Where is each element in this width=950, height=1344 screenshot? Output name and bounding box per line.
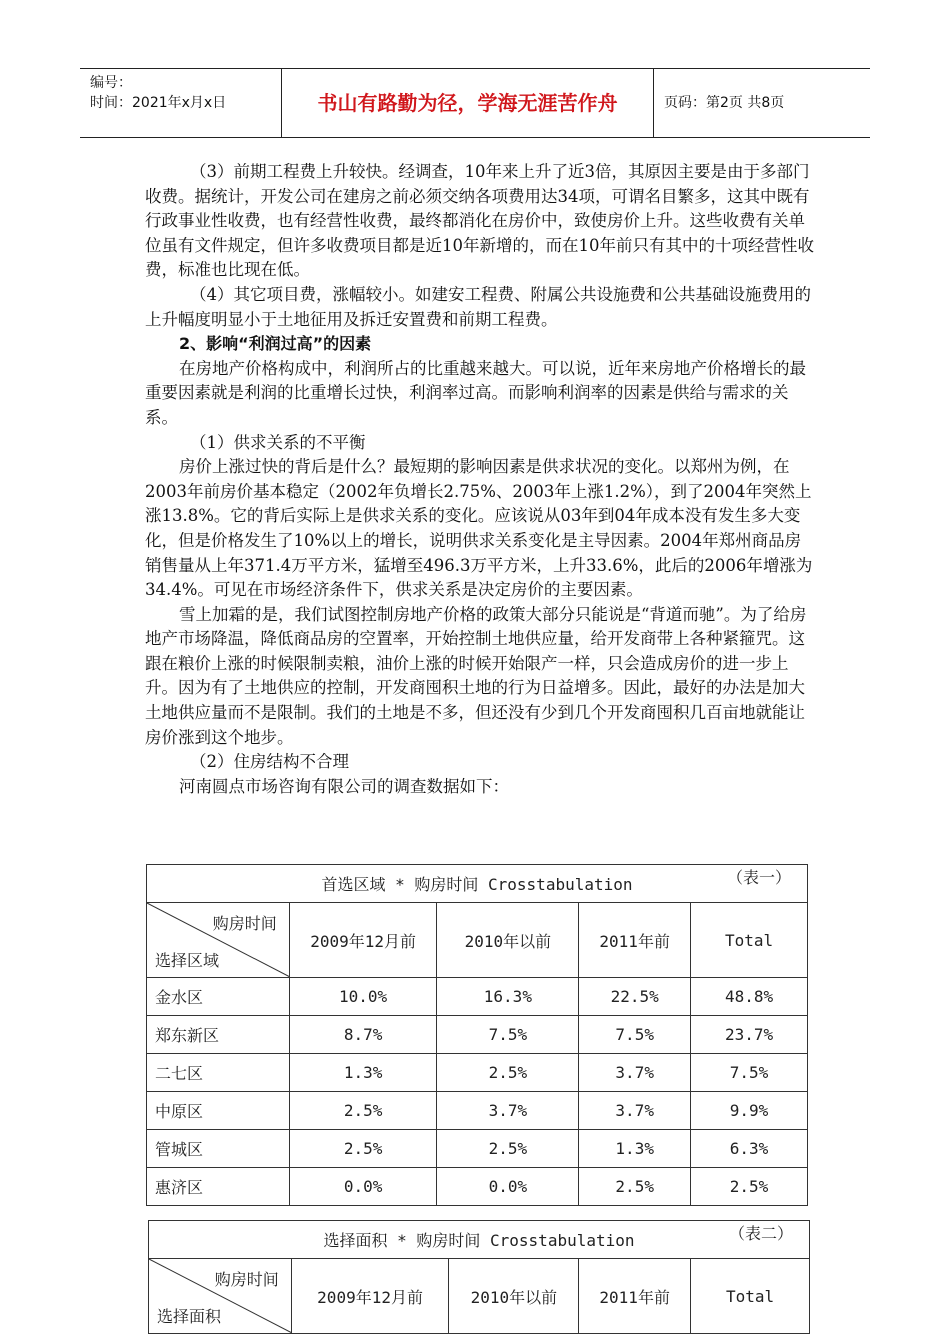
table-cell: 22.5% bbox=[579, 978, 691, 1016]
row-label: 惠济区 bbox=[147, 1168, 290, 1206]
table-cell: 3.7% bbox=[579, 1054, 691, 1092]
row-label: 金水区 bbox=[147, 978, 290, 1016]
table-row bbox=[147, 1168, 808, 1206]
crosstab-table-area-2 bbox=[148, 1220, 810, 1334]
table-cell: 3.7% bbox=[579, 1092, 691, 1130]
table-cell: 2.5% bbox=[579, 1168, 691, 1206]
corner-row-label: 选择面积 bbox=[157, 1307, 222, 1326]
column-header: 2011年前 bbox=[579, 903, 691, 978]
section-heading: 2、影响“利润过高”的因素 bbox=[179, 334, 372, 354]
table-title-row bbox=[149, 1221, 810, 1259]
table-row bbox=[147, 1130, 808, 1168]
table-number: （表二） bbox=[728, 1224, 793, 1243]
table-cell: 0.0% bbox=[289, 1168, 437, 1206]
table-row bbox=[147, 1054, 808, 1092]
row-label: 管城区 bbox=[147, 1130, 290, 1168]
table-cell: 7.5% bbox=[437, 1016, 579, 1054]
table-cell: 1.3% bbox=[579, 1130, 691, 1168]
column-header: 2009年12月前 bbox=[291, 1259, 449, 1334]
table-number: （表一） bbox=[726, 868, 791, 887]
column-header: 2011年前 bbox=[579, 1259, 691, 1334]
table-cell: 2.5% bbox=[691, 1168, 808, 1206]
subheading: （1）供求关系的不平衡 bbox=[190, 432, 366, 452]
table-cell: 48.8% bbox=[691, 978, 808, 1016]
corner-col-label: 购房时间 bbox=[214, 1270, 279, 1289]
table-row bbox=[147, 1016, 808, 1054]
header-meta bbox=[80, 69, 282, 137]
table-cell: 2.5% bbox=[437, 1054, 579, 1092]
column-header: Total bbox=[691, 1259, 810, 1334]
table-cell: 1.3% bbox=[289, 1054, 437, 1092]
corner-row-label: 选择区域 bbox=[155, 951, 220, 970]
paragraph: 雪上加霜的是，我们试图控制房地产价格的政策大部分只能说是“背道而驰”。为了给房地产市场降温，降低商品房的空置率，开始控制土地供应量，给开发商带上各种紧箍咒。这跟在粮价上涨的时候限制卖粮，油价上涨的时候开始限产一样，只会造成房价的进一步上升。因为有了土地供应的控制，开发商囤积土地的行为日益增多。因此，最好的办法是加大土地供应量而不是限制。我们的土地是不多，但还没有少到几个开发商囤积几百亩地就能让房价涨到这个地步。 bbox=[145, 604, 807, 747]
table-title-row bbox=[147, 865, 808, 903]
crosstab-table-area bbox=[146, 864, 808, 1206]
time-label: 时间：2021年x月x日 bbox=[90, 95, 227, 111]
table-cell: 6.3% bbox=[691, 1130, 808, 1168]
header-motto: 书山有路勤为径，学海无涯苦作舟 bbox=[282, 69, 654, 137]
table-cell: 7.5% bbox=[579, 1016, 691, 1054]
table-title: 首选区域 * 购房时间 Crosstabulation bbox=[321, 875, 633, 894]
table-cell: 3.7% bbox=[437, 1092, 579, 1130]
table-cell: 7.5% bbox=[691, 1054, 808, 1092]
row-label: 二七区 bbox=[147, 1054, 290, 1092]
page-header bbox=[80, 68, 870, 138]
paragraph: （3）前期工程费上升较快。经调查，10年来上升了近3倍，其原因主要是由于多部门收费。据统计，开发公司在建房之前必须交纳各项费用达34项，可谓名目繁多，这其中既有行政事业性收费，也有经营性收费，最终都消化在房价中，致使房价上升。这些收费有关单位虽有文件规定，但许多收费项目都是近10年新增的，而在10年前只有其中的十项经营性收费，标准也比现在低。 bbox=[145, 162, 814, 280]
column-header: 2009年12月前 bbox=[289, 903, 437, 978]
corner-col-label: 购房时间 bbox=[212, 914, 277, 933]
column-header: Total bbox=[691, 903, 808, 978]
subheading: （2）住房结构不合理 bbox=[190, 752, 349, 772]
table-cell: 8.7% bbox=[289, 1016, 437, 1054]
code-label: 编号： bbox=[90, 75, 132, 91]
table-cell: 2.5% bbox=[437, 1130, 579, 1168]
paragraph: 河南圆点市场咨询有限公司的调查数据如下： bbox=[179, 776, 509, 796]
table-cell: 16.3% bbox=[437, 978, 579, 1016]
row-label: 郑东新区 bbox=[147, 1016, 290, 1054]
paragraph: （4）其它项目费，涨幅较小。如建安工程费、附属公共设施费和公共基础设施费用的上升幅度明显小于土地征用及拆迁安置费和前期工程费。 bbox=[145, 284, 811, 329]
page-number: 页码：第2页 共8页 bbox=[664, 95, 785, 111]
table-row bbox=[147, 1092, 808, 1130]
document-body bbox=[145, 160, 815, 799]
column-header: 2010年以前 bbox=[449, 1259, 579, 1334]
table-cell: 2.5% bbox=[289, 1092, 437, 1130]
row-label: 中原区 bbox=[147, 1092, 290, 1130]
table-row bbox=[147, 978, 808, 1016]
table-cell: 0.0% bbox=[437, 1168, 579, 1206]
paragraph: 房价上涨过快的背后是什么？最短期的影响因素是供求状况的变化。以郑州为例，在2003年前房价基本稳定（2002年负增长2.75%、2003年上涨1.2%），到了2004年突然上涨13.8%。它的背后实际上是供求关系的变化。应该说从03年到04年成本没有发生多大变化，但是价格发生了10%以上的增长，说明供求关系变化是主导因素。2004年郑州商品房销售量从上年371.4万平方米，猛增至496.3万平方米，上升33.6%，此后的2006年增涨为34.4%。可见在市场经济条件下，供求关系是决定房价的主要因素。 bbox=[145, 457, 813, 600]
column-header: 2010年以前 bbox=[437, 903, 579, 978]
table-cell: 23.7% bbox=[691, 1016, 808, 1054]
table-title: 选择面积 * 购房时间 Crosstabulation bbox=[323, 1231, 635, 1250]
table-cell: 9.9% bbox=[691, 1092, 808, 1130]
paragraph: 在房地产价格构成中，利润所占的比重越来越大。可以说，近年来房地产价格增长的最重要因素就是利润的比重增长过快，利润率过高。而影响利润率的因素是供给与需求的关系。 bbox=[145, 358, 806, 427]
table-cell: 2.5% bbox=[289, 1130, 437, 1168]
table-cell: 10.0% bbox=[289, 978, 437, 1016]
table-corner-cell bbox=[149, 1259, 292, 1334]
table-corner-cell bbox=[147, 903, 290, 978]
